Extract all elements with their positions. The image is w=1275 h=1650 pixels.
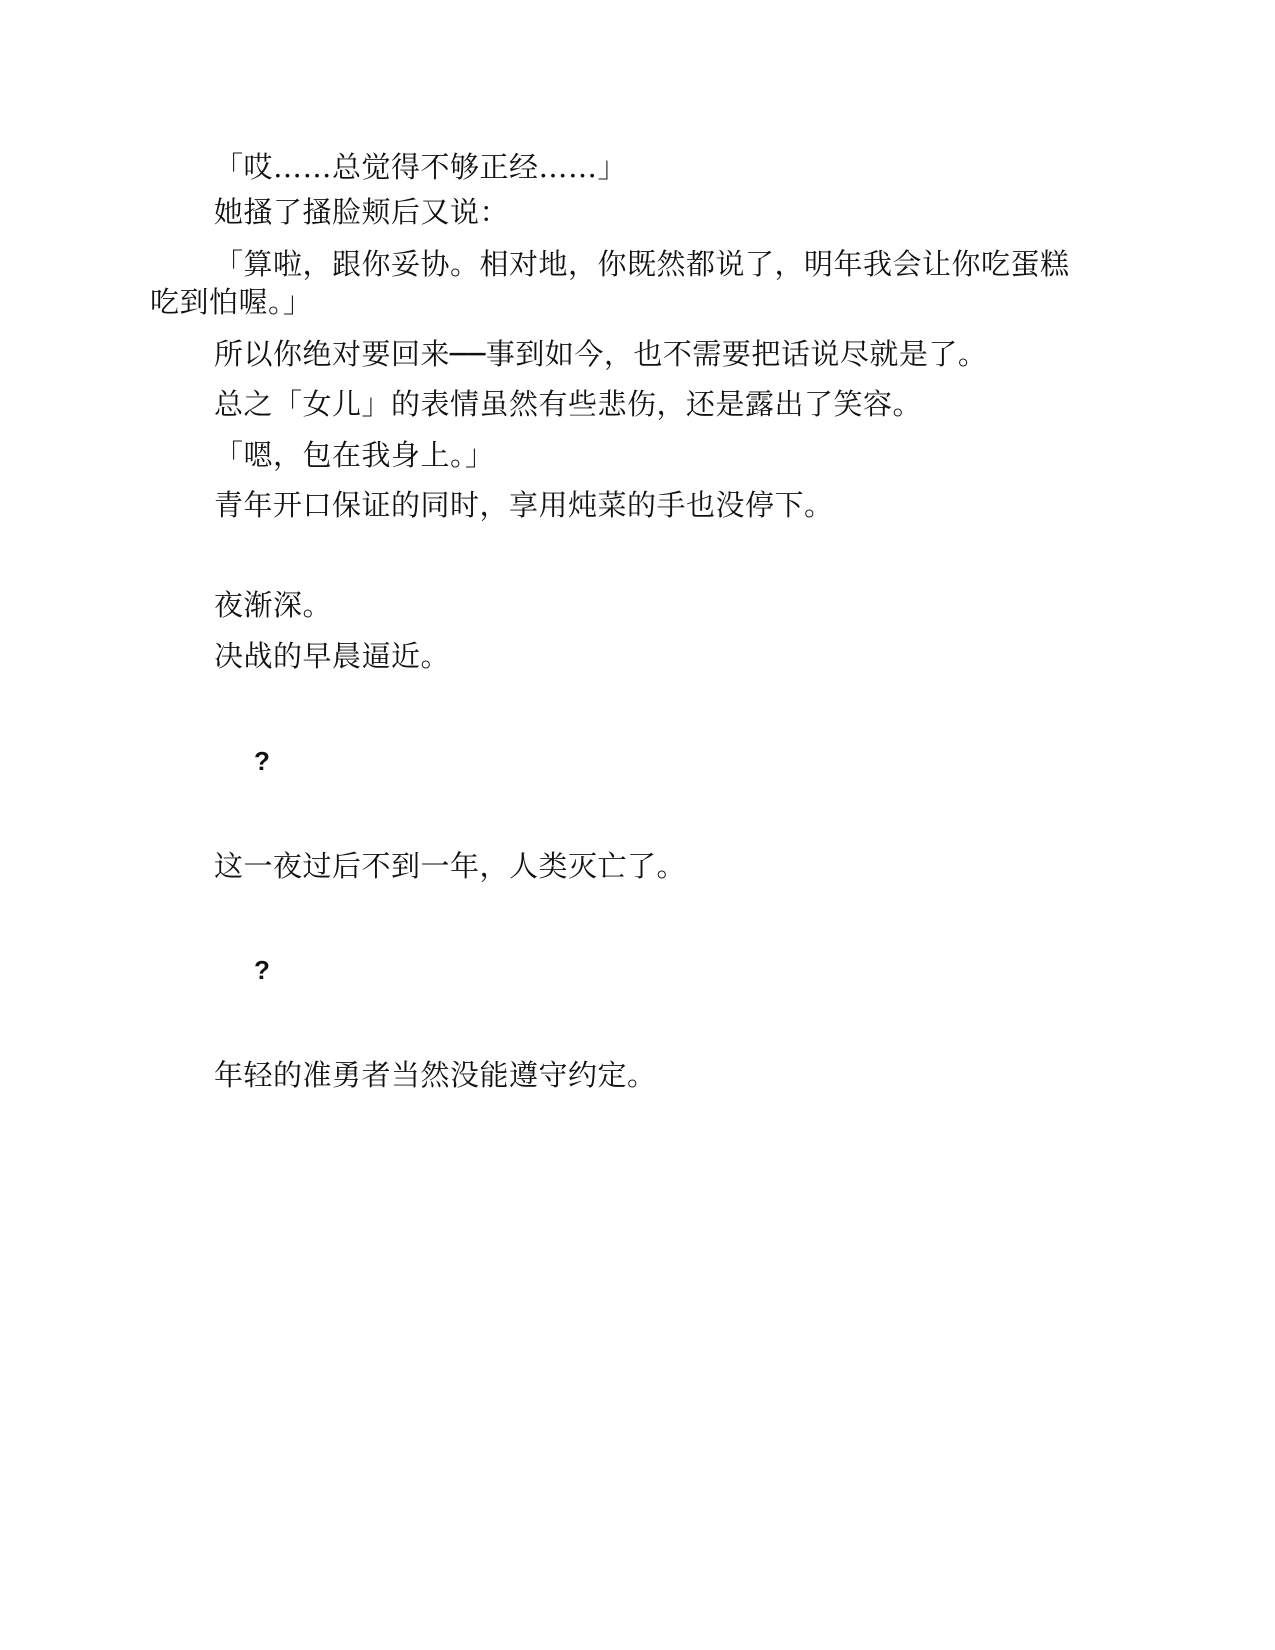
paragraph-7: 青年开口保证的同时，享用炖菜的手也没停下。: [214, 488, 834, 522]
paragraph-1: 「哎……总觉得不够正经……」: [214, 150, 628, 184]
paragraph-3-line-2: 吃到怕喔。」: [150, 285, 313, 319]
paragraph-2: 她搔了搔脸颊后又说：: [214, 195, 510, 229]
paragraph-4: 所以你绝对要回来──事到如今，也不需要把话说尽就是了。: [214, 337, 988, 371]
paragraph-3-line-1: 「算啦，跟你妥协。相对地，你既然都说了，明年我会让你吃蛋糕: [214, 247, 1070, 281]
paragraph-10: 这一夜过后不到一年，人类灭亡了。: [214, 849, 687, 883]
paragraph-9: 决战的早晨逼近。: [214, 639, 451, 673]
paragraph-8: 夜渐深。: [214, 588, 333, 622]
scene-separator-1: ?: [254, 746, 270, 776]
paragraph-6: 「嗯，包在我身上。」: [214, 438, 495, 472]
paragraph-5: 总之「女儿」的表情虽然有些悲伤，还是露出了笑容。: [214, 387, 923, 421]
scene-separator-2: ?: [254, 955, 270, 985]
paragraph-11: 年轻的准勇者当然没能遵守约定。: [214, 1058, 657, 1092]
